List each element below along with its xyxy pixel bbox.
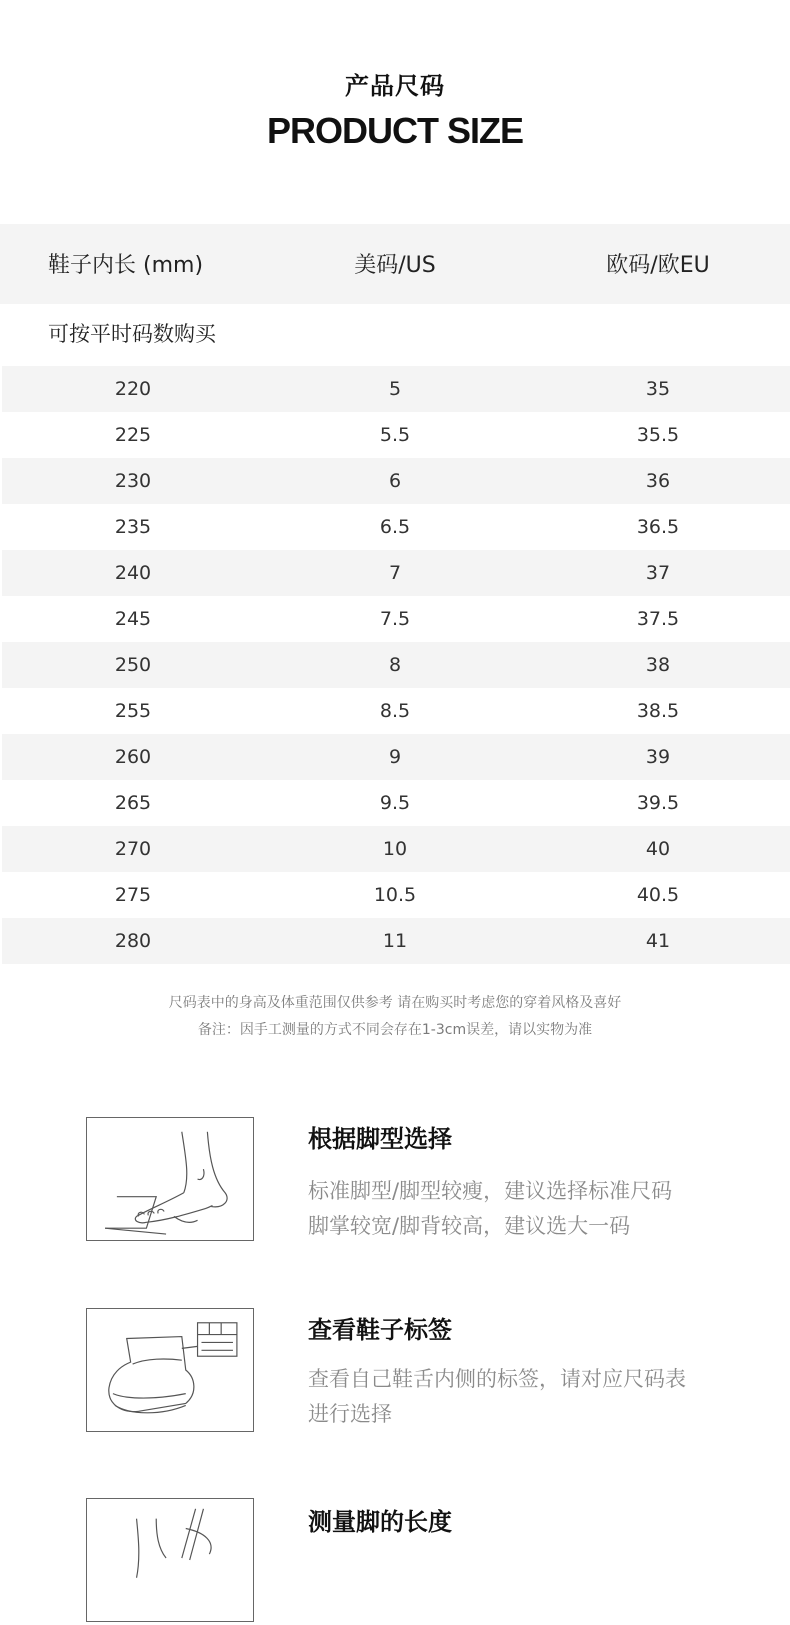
tip-line-1: 标准脚型/脚型较瘦，建议选择标准尺码 bbox=[308, 1179, 673, 1203]
cell-insole-length: 220 bbox=[114, 378, 152, 400]
size-table-header bbox=[0, 224, 790, 304]
cell-us-size: 7 bbox=[388, 562, 402, 584]
disclaimer-line-1: 尺码表中的身高及体重范围仅供参考 请在购买时考虑您的穿着风格及喜好 bbox=[168, 995, 622, 1011]
cell-insole-length: 280 bbox=[114, 930, 152, 952]
table-row bbox=[2, 458, 790, 504]
tip-measure-foot bbox=[86, 1498, 706, 1558]
cell-eu-size: 36 bbox=[645, 470, 671, 492]
cell-eu-size: 37 bbox=[645, 562, 671, 584]
cell-eu-size: 38 bbox=[645, 654, 671, 676]
cell-us-size: 5 bbox=[388, 378, 402, 400]
cell-insole-length: 225 bbox=[114, 424, 152, 446]
cell-insole-length: 250 bbox=[114, 654, 152, 676]
cell-us-size: 9.5 bbox=[379, 792, 411, 814]
cell-insole-length: 235 bbox=[114, 516, 152, 538]
cell-eu-size: 41 bbox=[645, 930, 671, 952]
table-row bbox=[2, 550, 790, 596]
cell-us-size: 8 bbox=[388, 654, 402, 676]
table-row bbox=[2, 366, 790, 412]
cell-us-size: 6.5 bbox=[379, 516, 411, 538]
cell-eu-size: 39.5 bbox=[636, 792, 680, 814]
tip-line-2: 脚掌较宽/脚背较高，建议选大一码 bbox=[308, 1214, 631, 1238]
disclaimer-line-2: 备注：因手工测量的方式不同会存在1-3cm误差，请以实物为准 bbox=[197, 1022, 593, 1038]
cell-us-size: 10 bbox=[382, 838, 408, 860]
tip-title: 测量脚的长度 bbox=[308, 1508, 452, 1536]
cell-insole-length: 265 bbox=[114, 792, 152, 814]
tip-line-1: 查看自己鞋舌内侧的标签，请对应尺码表 bbox=[308, 1367, 686, 1391]
cell-insole-length: 230 bbox=[114, 470, 152, 492]
header-us-size: 美码/US bbox=[354, 253, 436, 278]
cell-us-size: 11 bbox=[382, 930, 408, 952]
cell-eu-size: 40 bbox=[645, 838, 671, 860]
table-row bbox=[2, 642, 790, 688]
table-row bbox=[2, 596, 790, 642]
cell-insole-length: 275 bbox=[114, 884, 152, 906]
header-eu-size: 欧码/欧EU bbox=[606, 253, 710, 278]
size-table-note: 可按平时码数购买 bbox=[48, 322, 216, 346]
tip-title: 查看鞋子标签 bbox=[308, 1316, 452, 1344]
cell-eu-size: 36.5 bbox=[636, 516, 680, 538]
table-row bbox=[2, 780, 790, 826]
cell-eu-size: 35.5 bbox=[636, 424, 680, 446]
cell-eu-size: 40.5 bbox=[636, 884, 680, 906]
table-row bbox=[2, 918, 790, 964]
cell-eu-size: 39 bbox=[645, 746, 671, 768]
table-row bbox=[2, 504, 790, 550]
table-row bbox=[2, 688, 790, 734]
table-row bbox=[2, 412, 790, 458]
measure-foot-icon bbox=[86, 1498, 254, 1622]
table-row bbox=[2, 826, 790, 872]
cell-us-size: 9 bbox=[388, 746, 402, 768]
cell-us-size: 5.5 bbox=[379, 424, 411, 446]
cell-insole-length: 260 bbox=[114, 746, 152, 768]
page-title-cn: 产品尺码 bbox=[345, 72, 445, 100]
cell-us-size: 7.5 bbox=[379, 608, 411, 630]
cell-insole-length: 245 bbox=[114, 608, 152, 630]
cell-insole-length: 240 bbox=[114, 562, 152, 584]
page-title-en: PRODUCT SIZE bbox=[266, 110, 523, 151]
header-insole-length: 鞋子内长 (mm) bbox=[48, 253, 204, 278]
cell-us-size: 6 bbox=[388, 470, 402, 492]
table-row bbox=[2, 734, 790, 780]
foot-shape-icon bbox=[86, 1117, 254, 1241]
cell-eu-size: 38.5 bbox=[636, 700, 680, 722]
cell-insole-length: 255 bbox=[114, 700, 152, 722]
tip-line-2: 进行选择 bbox=[308, 1402, 392, 1426]
cell-us-size: 10.5 bbox=[373, 884, 417, 906]
size-table-body bbox=[2, 366, 790, 964]
size-disclaimer bbox=[0, 990, 790, 1044]
table-row bbox=[2, 872, 790, 918]
cell-eu-size: 37.5 bbox=[636, 608, 680, 630]
tip-title: 根据脚型选择 bbox=[308, 1125, 452, 1153]
cell-insole-length: 270 bbox=[114, 838, 152, 860]
cell-us-size: 8.5 bbox=[379, 700, 411, 722]
shoe-label-icon bbox=[86, 1308, 254, 1432]
tip-shoe-label bbox=[86, 1308, 706, 1438]
cell-eu-size: 35 bbox=[645, 378, 671, 400]
tip-foot-shape bbox=[86, 1117, 706, 1247]
